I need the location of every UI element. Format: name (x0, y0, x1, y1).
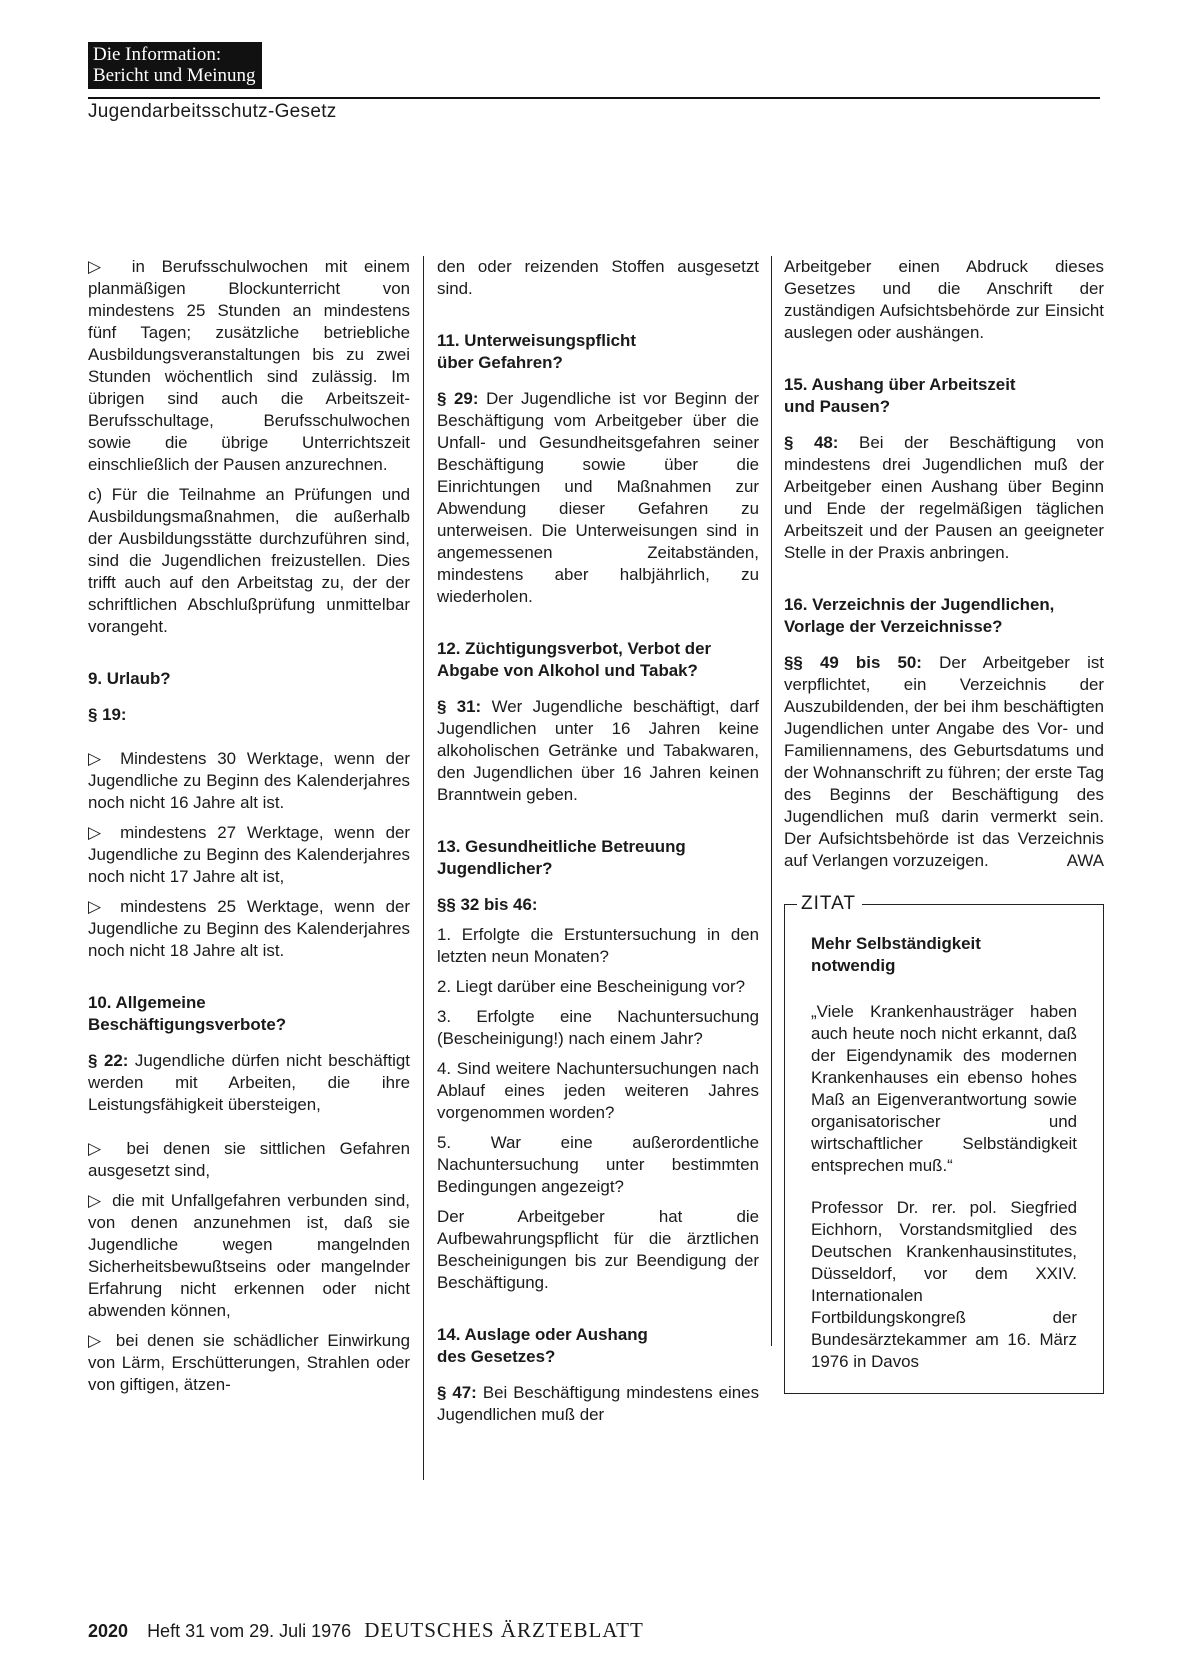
quote-source: Professor Dr. rer. pol. Siegfried Eichhorn, Vorstandsmitglied des Deutschen Krankenhausinstitutes, Düsseldorf, vor dem XXIV. Internationalen Fortbildungskongreß der Bundesärztekammer am 16. März 1976 in Davos (811, 1198, 1077, 1371)
triangle-bullet-icon: ▷ (88, 1331, 106, 1350)
list-item: ▷ bei denen sie sittlichen Gefahren ausgesetzt sind, (88, 1139, 410, 1180)
column-2 (437, 256, 759, 1434)
heading-urlaub: 9. Urlaub? (88, 669, 171, 688)
paragraph: § 48: Bei der Beschäftigung von mindestens drei Jugendlichen muß der Arbeitgeber einen Aushang über Beginn und Ende der regelmäßigen täglichen Arbeitszeit und der Pausen an geeigneter Stelle in der Praxis anbringen. (784, 433, 1104, 562)
paragraph: § 47: Bei Beschäftigung mindestens eines Jugendlichen muß der (437, 1383, 760, 1424)
heading-gesundheitliche-betreuung: 13. Gesundheitliche Betreuung Jugendlicher? (437, 837, 686, 878)
list-item: 2. Liegt darüber eine Bescheinigung vor? (437, 977, 745, 996)
paragraph: §§ 49 bis 50: Der Arbeitgeber ist verpflichtet, ein Verzeichnis der Auszubildenden, der bei ihm beschäftigten Jugendlichen unter Angabe des Vor- und Familiennamens, des Geburtsdatums und der Wohnanschrift zu führen; der erste Tag des Beginns der Beschäftigung des Jugendlichen muß darin vermerkt sein. Der Aufsichtsbehörde ist das Verzeichnis auf Verlangen vorzuzeigen. AWA (784, 653, 1104, 870)
list-item: ▷ die mit Unfallgefahren verbunden sind, von denen anzunehmen ist, daß sie Jugendliche wegen mangelnden Sicherheitsbewußtseins oder mangelnder Erfahrung nicht erkennen oder nicht abwenden können, (88, 1191, 410, 1320)
page-subtitle: Jugendarbeitsschutz-Gesetz (88, 101, 337, 122)
heading-aushang-arbeitszeit: 15. Aushang über Arbeitszeit und Pausen? (784, 375, 1016, 416)
paragraph: c) Für die Teilnahme an Prüfungen und Ausbildungsmaßnahmen, die außerhalb der Ausbildungsstätte durchzuführen sind, sind die Jugendlichen freizustellen. Dies trifft auch auf den Arbeitstag zu, der der schriftlichen Abschlußprüfung unmittelbar vorangeht. (88, 485, 410, 636)
section-label-line2: Bericht und Meinung (93, 65, 256, 86)
header-rule (88, 97, 1100, 99)
heading-unterweisungspflicht: 11. Unterweisungspflicht über Gefahren? (437, 331, 636, 372)
section-label-line1: Die Information: (93, 44, 222, 65)
column-divider-2 (771, 256, 772, 1346)
triangle-bullet-icon: ▷ (88, 749, 108, 768)
column-divider-1 (423, 256, 424, 1480)
paragraph: den oder reizenden Stoffen ausgesetzt sind. (437, 257, 759, 298)
author-initials: AWA (1066, 851, 1104, 870)
paragraph: ▷ in Berufsschulwochen mit einem planmäßigen Blockunterricht von mindestens 25 Stunden an mindestens fünf Tagen; zusätzliche betriebliche Ausbildungsveranstaltungen bis zu zwei Stunden wöchentlich sind zulässig. Im übrigen sind auch die Arbeitszeit-Berufsschultage, Berufsschulwochen sowie die übrige Unterrichtszeit einschließlich der Pausen anzurechnen. (88, 257, 410, 474)
triangle-bullet-icon: ▷ (88, 1139, 111, 1158)
list-item: 5. War eine außerordentliche Nachuntersuchung unter bestimmten Bedingungen angezeigt? (437, 1133, 759, 1196)
list-item: ▷ Mindestens 30 Werktage, wenn der Jugendliche zu Beginn des Kalenderjahres noch nicht 16 Jahre alt ist. (88, 749, 410, 812)
quote-box (784, 893, 1104, 1394)
triangle-bullet-icon: ▷ (88, 257, 114, 276)
list-item: ▷ bei denen sie schädlicher Einwirkung von Lärm, Erschütterungen, Strahlen oder von giftigen, ätzen- (88, 1331, 410, 1394)
triangle-bullet-icon: ▷ (88, 823, 108, 842)
section-ref: § 19: (88, 705, 127, 724)
triangle-bullet-icon: ▷ (88, 897, 108, 916)
quote-title: Mehr Selbständigkeit notwendig (811, 934, 981, 975)
quote-label: ZITAT (797, 893, 862, 915)
heading-beschaeftigungsverbote: 10. Allgemeine Beschäftigungsverbote? (88, 993, 287, 1034)
paragraph: § 29: Der Jugendliche ist vor Beginn der Beschäftigung vom Arbeitgeber über die Unfall- und Gesundheitsgefahren seiner Beschäftigung sowie über die Einrichtungen und Maßnahmen zur Abwendung dieser Gefahren zu unterweisen. Die Unterweisungen sind in angemessenen Zeitabständen, mindestens aber halbjährlich, zu wiederholen. (437, 389, 759, 606)
page-number: 2020 (88, 1621, 129, 1641)
heading-verzeichnis: 16. Verzeichnis der Jugendlichen, Vorlage der Verzeichnisse? (784, 595, 1055, 636)
column-3 (784, 256, 1104, 1394)
list-item: ▷ mindestens 27 Werktage, wenn der Jugendliche zu Beginn des Kalenderjahres noch nicht 17 Jahre alt ist, (88, 823, 410, 886)
paragraph: Arbeitgeber einen Abdruck dieses Gesetzes und die Anschrift der zuständigen Aufsichtsbehörde zur Einsicht auslegen oder aushängen. (784, 257, 1104, 342)
triangle-bullet-icon: ▷ (88, 1191, 104, 1210)
paragraph: Der Arbeitgeber hat die Aufbewahrungspflicht für die ärztlichen Bescheinigungen bis zur Beendigung der Beschäftigung. (437, 1207, 759, 1292)
issue-info: Heft 31 vom 29. Juli 1976 (147, 1621, 352, 1641)
paragraph: § 22: Jugendliche dürfen nicht beschäftigt werden mit Arbeiten, die ihre Leistungsfähigkeit übersteigen, (88, 1051, 410, 1114)
heading-auslage-aushang: 14. Auslage oder Aushang des Gesetzes? (437, 1325, 648, 1366)
magazine-name: DEUTSCHES ÄRZTEBLATT (364, 1618, 644, 1642)
column-1 (88, 256, 410, 1404)
list-item: 3. Erfolgte eine Nachuntersuchung (Bescheinigung!) nach einem Jahr? (437, 1007, 759, 1048)
page-footer (88, 1618, 644, 1643)
list-item: 1. Erfolgte die Erstuntersuchung in den letzten neun Monaten? (437, 925, 759, 966)
list-item: 4. Sind weitere Nachuntersuchungen nach Ablauf eines jeden weiteren Jahres vorgenommen worden? (437, 1059, 759, 1122)
list-item: ▷ mindestens 25 Werktage, wenn der Jugendliche zu Beginn des Kalenderjahres noch nicht 18 Jahre alt ist. (88, 897, 410, 960)
quote-text: „Viele Krankenhausträger haben auch heute noch nicht erkannt, daß der Eigendynamik des modernen Krankenhauses ein ebenso hohes Maß an Eigenverantwortung sowie organisatorischer und wirtschaftlicher Selbständigkeit entsprechen muß.“ (811, 1002, 1077, 1175)
heading-zuechtigungsverbot: 12. Züchtigungsverbot, Verbot der Abgabe von Alkohol und Tabak? (437, 639, 712, 680)
section-ref: §§ 32 bis 46: (437, 895, 538, 914)
section-label-box (88, 42, 262, 89)
paragraph: § 31: Wer Jugendliche beschäftigt, darf Jugendlichen unter 16 Jahren keine alkoholischen Getränke und Tabakwaren, den Jugendlichen über 16 Jahren keinen Branntwein geben. (437, 697, 760, 804)
